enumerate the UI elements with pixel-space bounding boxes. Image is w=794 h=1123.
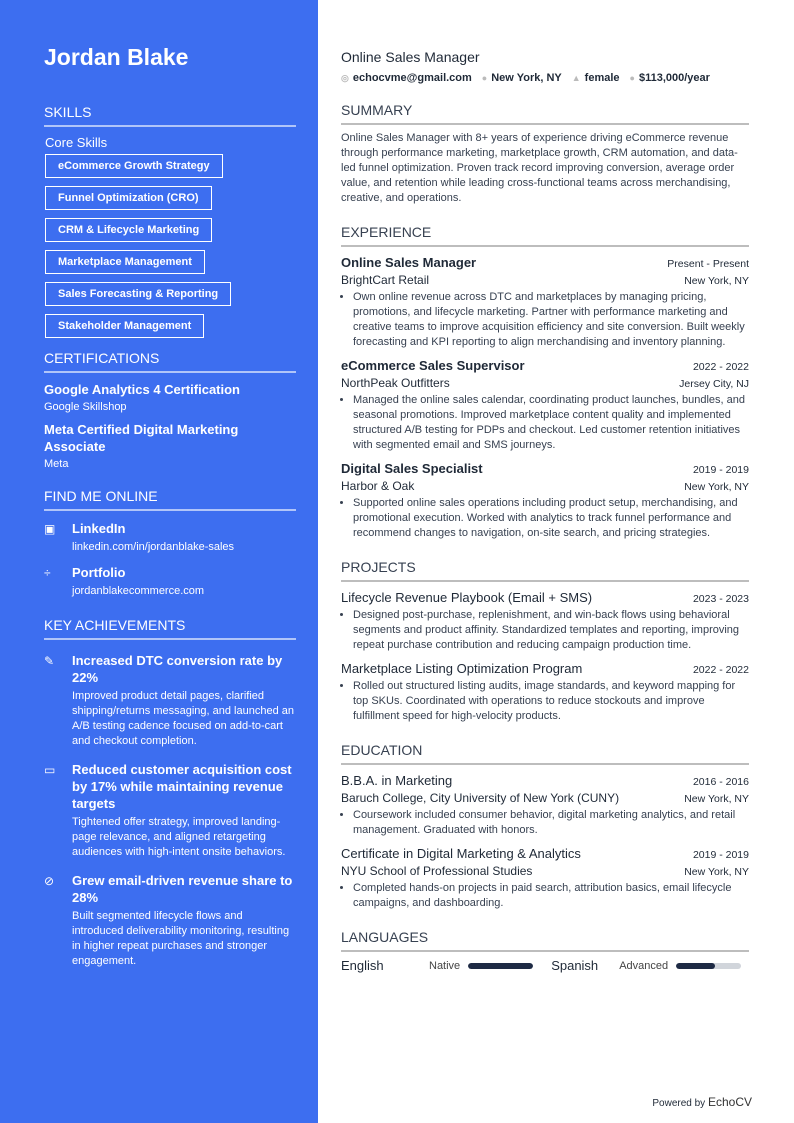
email-icon: ◎ xyxy=(341,73,349,83)
bell-off-icon: ⊘ xyxy=(44,874,55,888)
gender: female xyxy=(584,72,620,84)
achievement-body xyxy=(72,761,296,860)
experience-item-org: BrightCart Retail xyxy=(341,273,430,287)
experience-item-dates: 2019 - 2019 xyxy=(692,464,749,476)
footer xyxy=(652,1095,752,1109)
education-item-subheader xyxy=(341,864,749,878)
certification-issuer: Google Skillshop xyxy=(44,401,127,413)
experience-item-dates: Present - Present xyxy=(667,258,749,270)
skill-tag: Sales Forecasting & Reporting xyxy=(45,282,231,306)
online-heading: FIND ME ONLINE xyxy=(44,488,296,511)
language-level: Native xyxy=(429,959,461,972)
contact-line xyxy=(341,72,749,84)
experience-item-location: New York, NY xyxy=(684,275,749,287)
language-name: Spanish xyxy=(551,958,599,973)
education-item-location: New York, NY xyxy=(684,793,749,805)
education-item-header xyxy=(341,846,749,861)
education-item-dates: 2019 - 2019 xyxy=(692,849,749,861)
experience-item-bullet: • Managed the online sales calendar, coordinating product launches, bundles, and seasonal promotions. Improved marketplace content quality and implemented structured A/B testing for PDPs and checkout. Led customer retention initiatives with segmented email and SMS journeys. xyxy=(353,393,749,453)
achievements-heading: KEY ACHIEVEMENTS xyxy=(44,617,296,640)
experience-item xyxy=(341,255,749,350)
projects-heading: PROJECTS xyxy=(341,559,749,582)
experience-heading: EXPERIENCE xyxy=(341,224,749,247)
summary-heading: SUMMARY xyxy=(341,102,749,125)
language-proficiency-bar xyxy=(676,963,741,969)
project-item-dates: 2022 - 2022 xyxy=(692,664,749,676)
certification-name: Google Analytics 4 Certification xyxy=(44,382,241,397)
language-name: English xyxy=(341,958,384,973)
achievement-body xyxy=(72,652,296,749)
online-link-body xyxy=(72,564,204,599)
education-item-bullets xyxy=(341,808,749,838)
language-level: Advanced xyxy=(619,959,669,972)
sidebar xyxy=(0,0,318,1123)
education-item-title: B.B.A. in Marketing xyxy=(341,773,453,788)
skill-tag: Funnel Optimization (CRO) xyxy=(45,186,212,210)
achievement-title: Reduced customer acquisition cost by 17% while maintaining revenue targets xyxy=(72,762,292,811)
certification-issuer: Meta xyxy=(44,458,69,470)
education-item-subheader xyxy=(341,791,749,805)
skill-tag: Stakeholder Management xyxy=(45,314,204,338)
languages-list xyxy=(341,958,749,973)
salary-icon: ● xyxy=(629,73,635,83)
online-link-label: LinkedIn xyxy=(72,521,126,536)
experience-item-bullets xyxy=(341,393,749,453)
education-item-location: New York, NY xyxy=(684,866,749,878)
education-item-title: Certificate in Digital Marketing & Analytics xyxy=(341,846,581,861)
online-link-body xyxy=(72,520,234,555)
portfolio-icon: ÷ xyxy=(44,566,51,580)
language-proficiency-fill xyxy=(468,963,533,969)
project-item-bullet: • Designed post-purchase, replenishment, and win-back flows using behavioral segments and product affinity. Standardized templates and reporting, improving repeat purchase contribution and reducing campaign production time. xyxy=(353,608,749,653)
certifications-heading: CERTIFICATIONS xyxy=(44,350,296,373)
experience-item-header xyxy=(341,255,749,270)
project-item-bullets xyxy=(341,608,749,653)
salary: $113,000/year xyxy=(638,72,710,84)
experience-item-header xyxy=(341,358,749,373)
experience-item-dates: 2022 - 2022 xyxy=(692,361,749,373)
project-item xyxy=(341,590,749,653)
education-item-org: NYU School of Professional Studies xyxy=(341,864,533,878)
languages-heading: LANGUAGES xyxy=(341,929,749,952)
achievement-title: Grew email-driven revenue share to 28% xyxy=(72,873,293,905)
achievement-body xyxy=(72,872,296,969)
language-proficiency-bar xyxy=(468,963,533,969)
experience-item-location: New York, NY xyxy=(684,481,749,493)
achievement-desc: Built segmented lifecycle flows and introduced deliverability monitoring, resulting in higher repeat purchases and stronger engagement. xyxy=(72,910,290,967)
online-link-url[interactable]: jordanblakecommerce.com xyxy=(72,585,205,597)
achievement-item xyxy=(44,872,296,969)
linkedin-icon: ▣ xyxy=(44,522,56,536)
email[interactable]: echocvme@gmail.com xyxy=(352,72,472,84)
certification-name: Meta Certified Digital Marketing Associate xyxy=(44,422,239,454)
job-title: Online Sales Manager xyxy=(341,49,480,65)
experience-item-bullets xyxy=(341,496,749,541)
online-link-label: Portfolio xyxy=(72,565,126,580)
education-item-dates: 2016 - 2016 xyxy=(692,776,749,788)
battery-icon: ▭ xyxy=(44,763,56,777)
main-content xyxy=(341,0,749,973)
project-item-header xyxy=(341,590,749,605)
core-skills-label: Core Skills xyxy=(45,135,108,150)
experience-item-location: Jersey City, NJ xyxy=(679,378,749,390)
education-item xyxy=(341,773,749,838)
achievement-item xyxy=(44,652,296,749)
experience-item-title: Digital Sales Specialist xyxy=(341,461,483,476)
experience-item-subheader xyxy=(341,273,749,287)
language-proficiency-fill xyxy=(676,963,715,969)
experience-item-title: Online Sales Manager xyxy=(341,255,477,270)
education-item-header xyxy=(341,773,749,788)
footer-brand[interactable]: EchoCV xyxy=(707,1095,752,1109)
education-heading: EDUCATION xyxy=(341,742,749,765)
achievement-desc: Tightened offer strategy, improved landing-page relevance, and aligned retargeting audiences with high-intent onsite behaviors. xyxy=(72,816,286,858)
experience-item-subheader xyxy=(341,479,749,493)
project-item-bullets xyxy=(341,679,749,724)
skill-tag: CRM & Lifecycle Marketing xyxy=(45,218,212,242)
project-item xyxy=(341,661,749,724)
experience-item-org: NorthPeak Outfitters xyxy=(341,376,450,390)
candidate-name: Jordan Blake xyxy=(44,44,189,70)
experience-item-subheader xyxy=(341,376,749,390)
project-item-title: Lifecycle Revenue Playbook (Email + SMS) xyxy=(341,590,593,605)
experience-item-bullet: • Supported online sales operations including product setup, merchandising, and promotional execution. Worked with analytics to track funnel performance and recommend changes to navigation, on-site search, and pricing strategies. xyxy=(353,496,749,541)
online-link-url[interactable]: linkedin.com/in/jordanblake-sales xyxy=(72,541,235,553)
project-item-bullet: • Rolled out structured listing audits, image standards, and keyword mapping for top SKUs. Coordinated with operations to reduce stockouts and improve fulfillment speed for high-velocity products. xyxy=(353,679,749,724)
footer-prefix: Powered by xyxy=(652,1098,706,1109)
education-item-org: Baruch College, City University of New York (CUNY) xyxy=(341,791,620,805)
location: New York, NY xyxy=(491,72,562,84)
education-item-bullet: • Completed hands-on projects in paid search, attribution basics, email lifecycle campaigns, and dashboarding. xyxy=(353,881,749,911)
experience-item-bullets xyxy=(341,290,749,350)
project-item-title: Marketplace Listing Optimization Program xyxy=(341,661,583,676)
achievement-desc: Improved product detail pages, clarified shipping/returns messaging, and launched an A/B testing cadence focused on add-to-cart and checkout completion. xyxy=(72,690,294,747)
skills-heading: SKILLS xyxy=(44,104,296,127)
experience-item-title: eCommerce Sales Supervisor xyxy=(341,358,525,373)
skill-tag: eCommerce Growth Strategy xyxy=(45,154,223,178)
experience-item xyxy=(341,358,749,453)
project-item-header xyxy=(341,661,749,676)
education-item xyxy=(341,846,749,911)
skill-tag: Marketplace Management xyxy=(45,250,205,274)
summary-text: Online Sales Manager with 8+ years of experience driving eCommerce revenue through performance marketing, marketplace growth, CRM automation, and data-led funnel optimization. Proven track record improving conversion, average order value, and retention while leading cross-functional teams across merchandising, creative, and operations. xyxy=(341,132,738,204)
education-item-bullets xyxy=(341,881,749,911)
clipboard-check-icon: ✎ xyxy=(44,654,55,668)
experience-item-bullet: • Own online revenue across DTC and marketplaces by managing pricing, promotions, and lifecycle marketing. Partner with performance marketing and creative teams to improve acquisition efficiency and site conversion. Built weekly forecasting and KPI reporting to align merchandising and inventory planning. xyxy=(353,290,749,350)
experience-item-org: Harbor & Oak xyxy=(341,479,415,493)
project-item-dates: 2023 - 2023 xyxy=(692,593,749,605)
online-link-item[interactable] xyxy=(44,520,296,555)
person-icon: ▲ xyxy=(571,73,581,83)
experience-item xyxy=(341,461,749,541)
achievement-title: Increased DTC conversion rate by 22% xyxy=(72,653,283,685)
online-link-item[interactable] xyxy=(44,564,296,599)
education-item-bullet: • Coursework included consumer behavior, digital marketing analytics, and retail management. Graduated with honors. xyxy=(353,808,749,838)
achievement-item xyxy=(44,761,296,860)
experience-item-header xyxy=(341,461,749,476)
location-icon: ● xyxy=(481,73,488,83)
